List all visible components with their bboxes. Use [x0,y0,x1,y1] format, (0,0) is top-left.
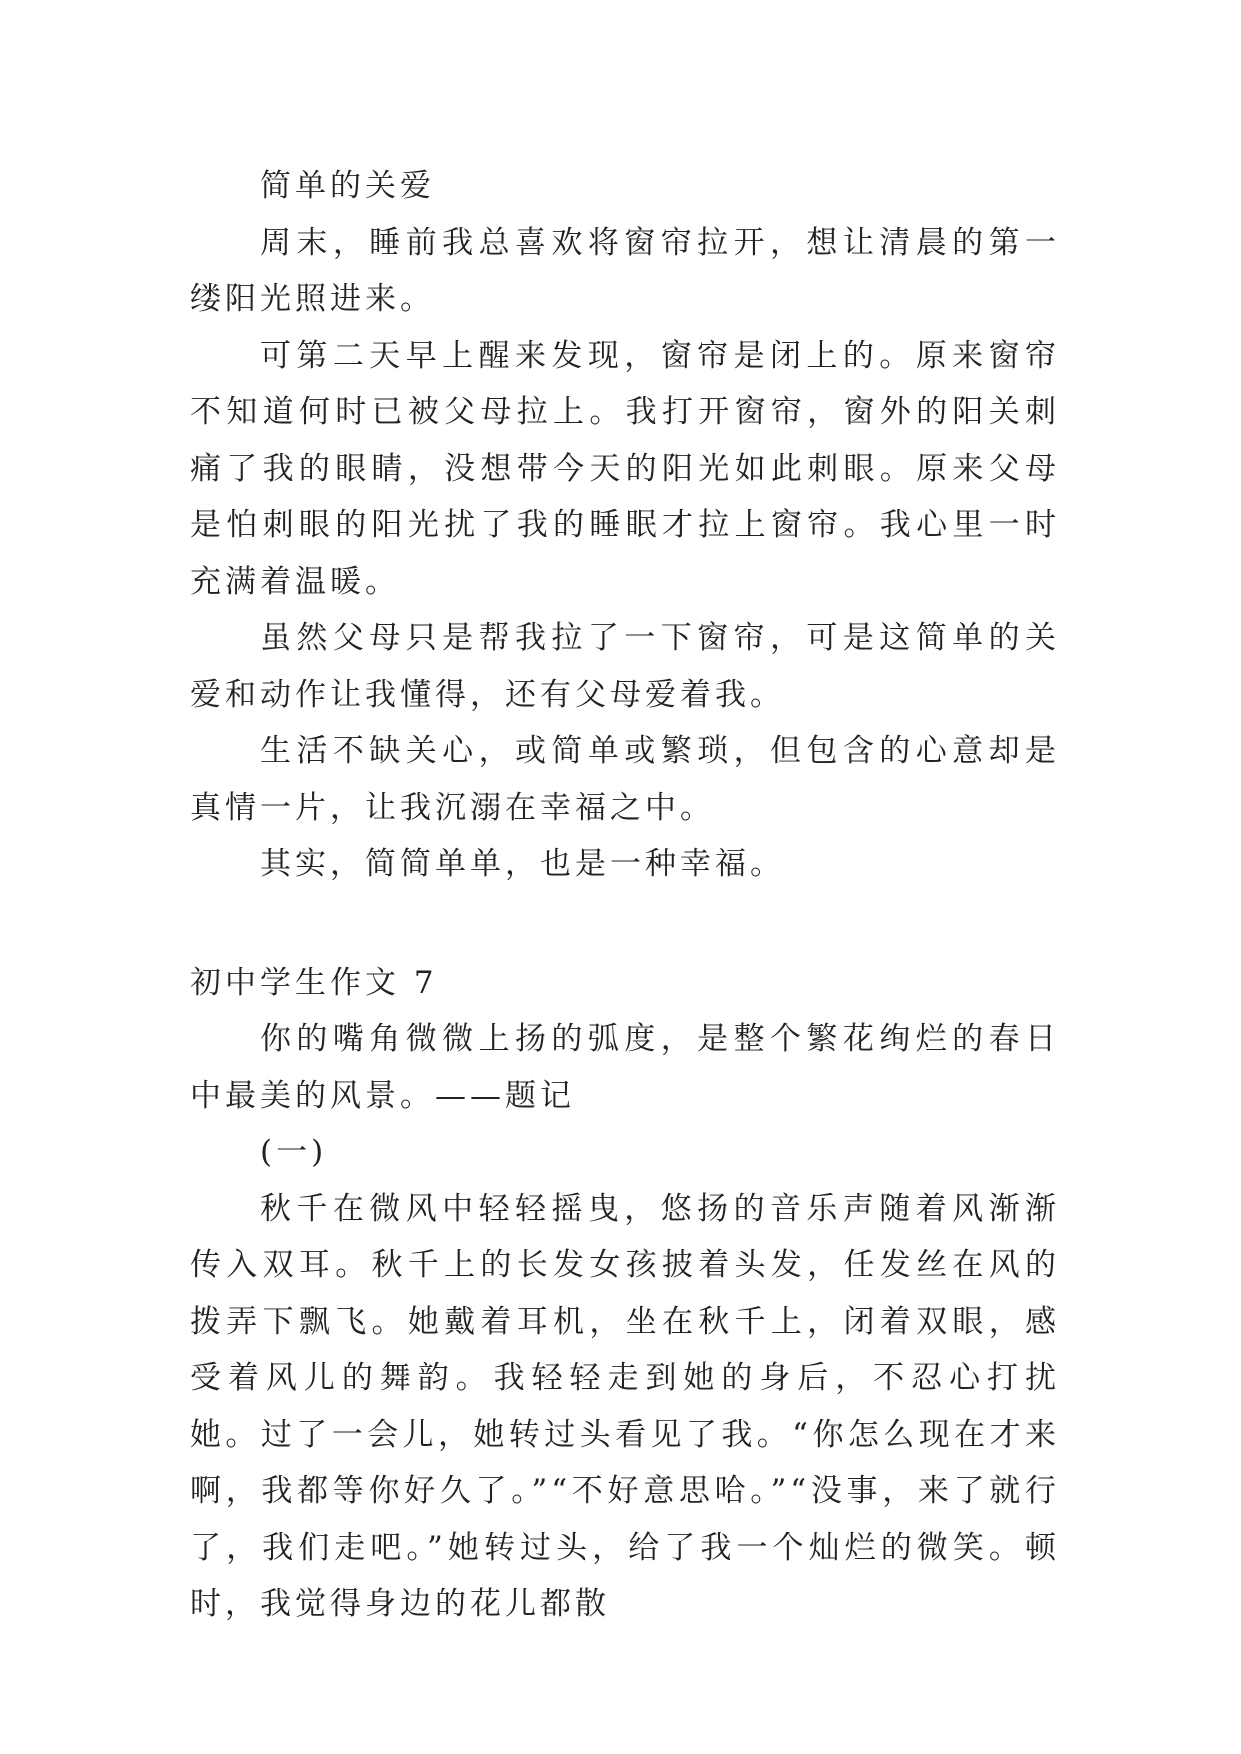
paragraph: 生活不缺关心，或简单或繁琐，但包含的心意却是真情一片，让我沉溺在幸福之中。 [190,733,1060,826]
essay-title: 简单的关爱 [260,168,435,204]
epigraph: 你的嘴角微微上扬的弧度，是整个繁花绚烂的春日中最美的风景。——题记 [190,1021,1060,1114]
paragraph: 其实，简简单单，也是一种幸福。 [260,846,785,882]
paragraph: 周末，睡前我总喜欢将窗帘拉开，想让清晨的第一缕阳光照进来。 [190,224,1060,317]
paragraph: 秋千在微风中轻轻摇曳，悠扬的音乐声随着风渐渐传入双耳。秋千上的长发女孩披着头发，任发丝在风的拨弄下飘飞。她戴着耳机，坐在秋千上，闭着双眼，感受着风儿的舞韵。我轻轻走到她的身后，不忍心打扰她。过了一会儿，她转过头看见了我。“你怎么现在才来啊，我都等你好久了。”“不好意思哈。”“没事，来了就行了，我们走吧。”她转过头，给了我一个灿烂的微笑。顿时，我觉得身边的花儿都散 [190,1190,1060,1622]
section-heading: 初中学生作文 7 [190,964,438,1001]
part-label: (一) [260,1134,328,1170]
paragraph: 可第二天早上醒来发现，窗帘是闭上的。原来窗帘不知道何时已被父母拉上。我打开窗帘，窗外的阳关刺痛了我的眼睛，没想带今天的阳光如此刺眼。原来父母是怕刺眼的阳光扰了我的睡眠才拉上窗帘。我心里一时充满着温暖。 [190,337,1060,600]
section-spacer [190,893,1060,955]
paragraph: 虽然父母只是帮我拉了一下窗帘，可是这简单的关爱和动作让我懂得，还有父母爱着我。 [190,620,1060,713]
document-body [190,158,1060,1633]
